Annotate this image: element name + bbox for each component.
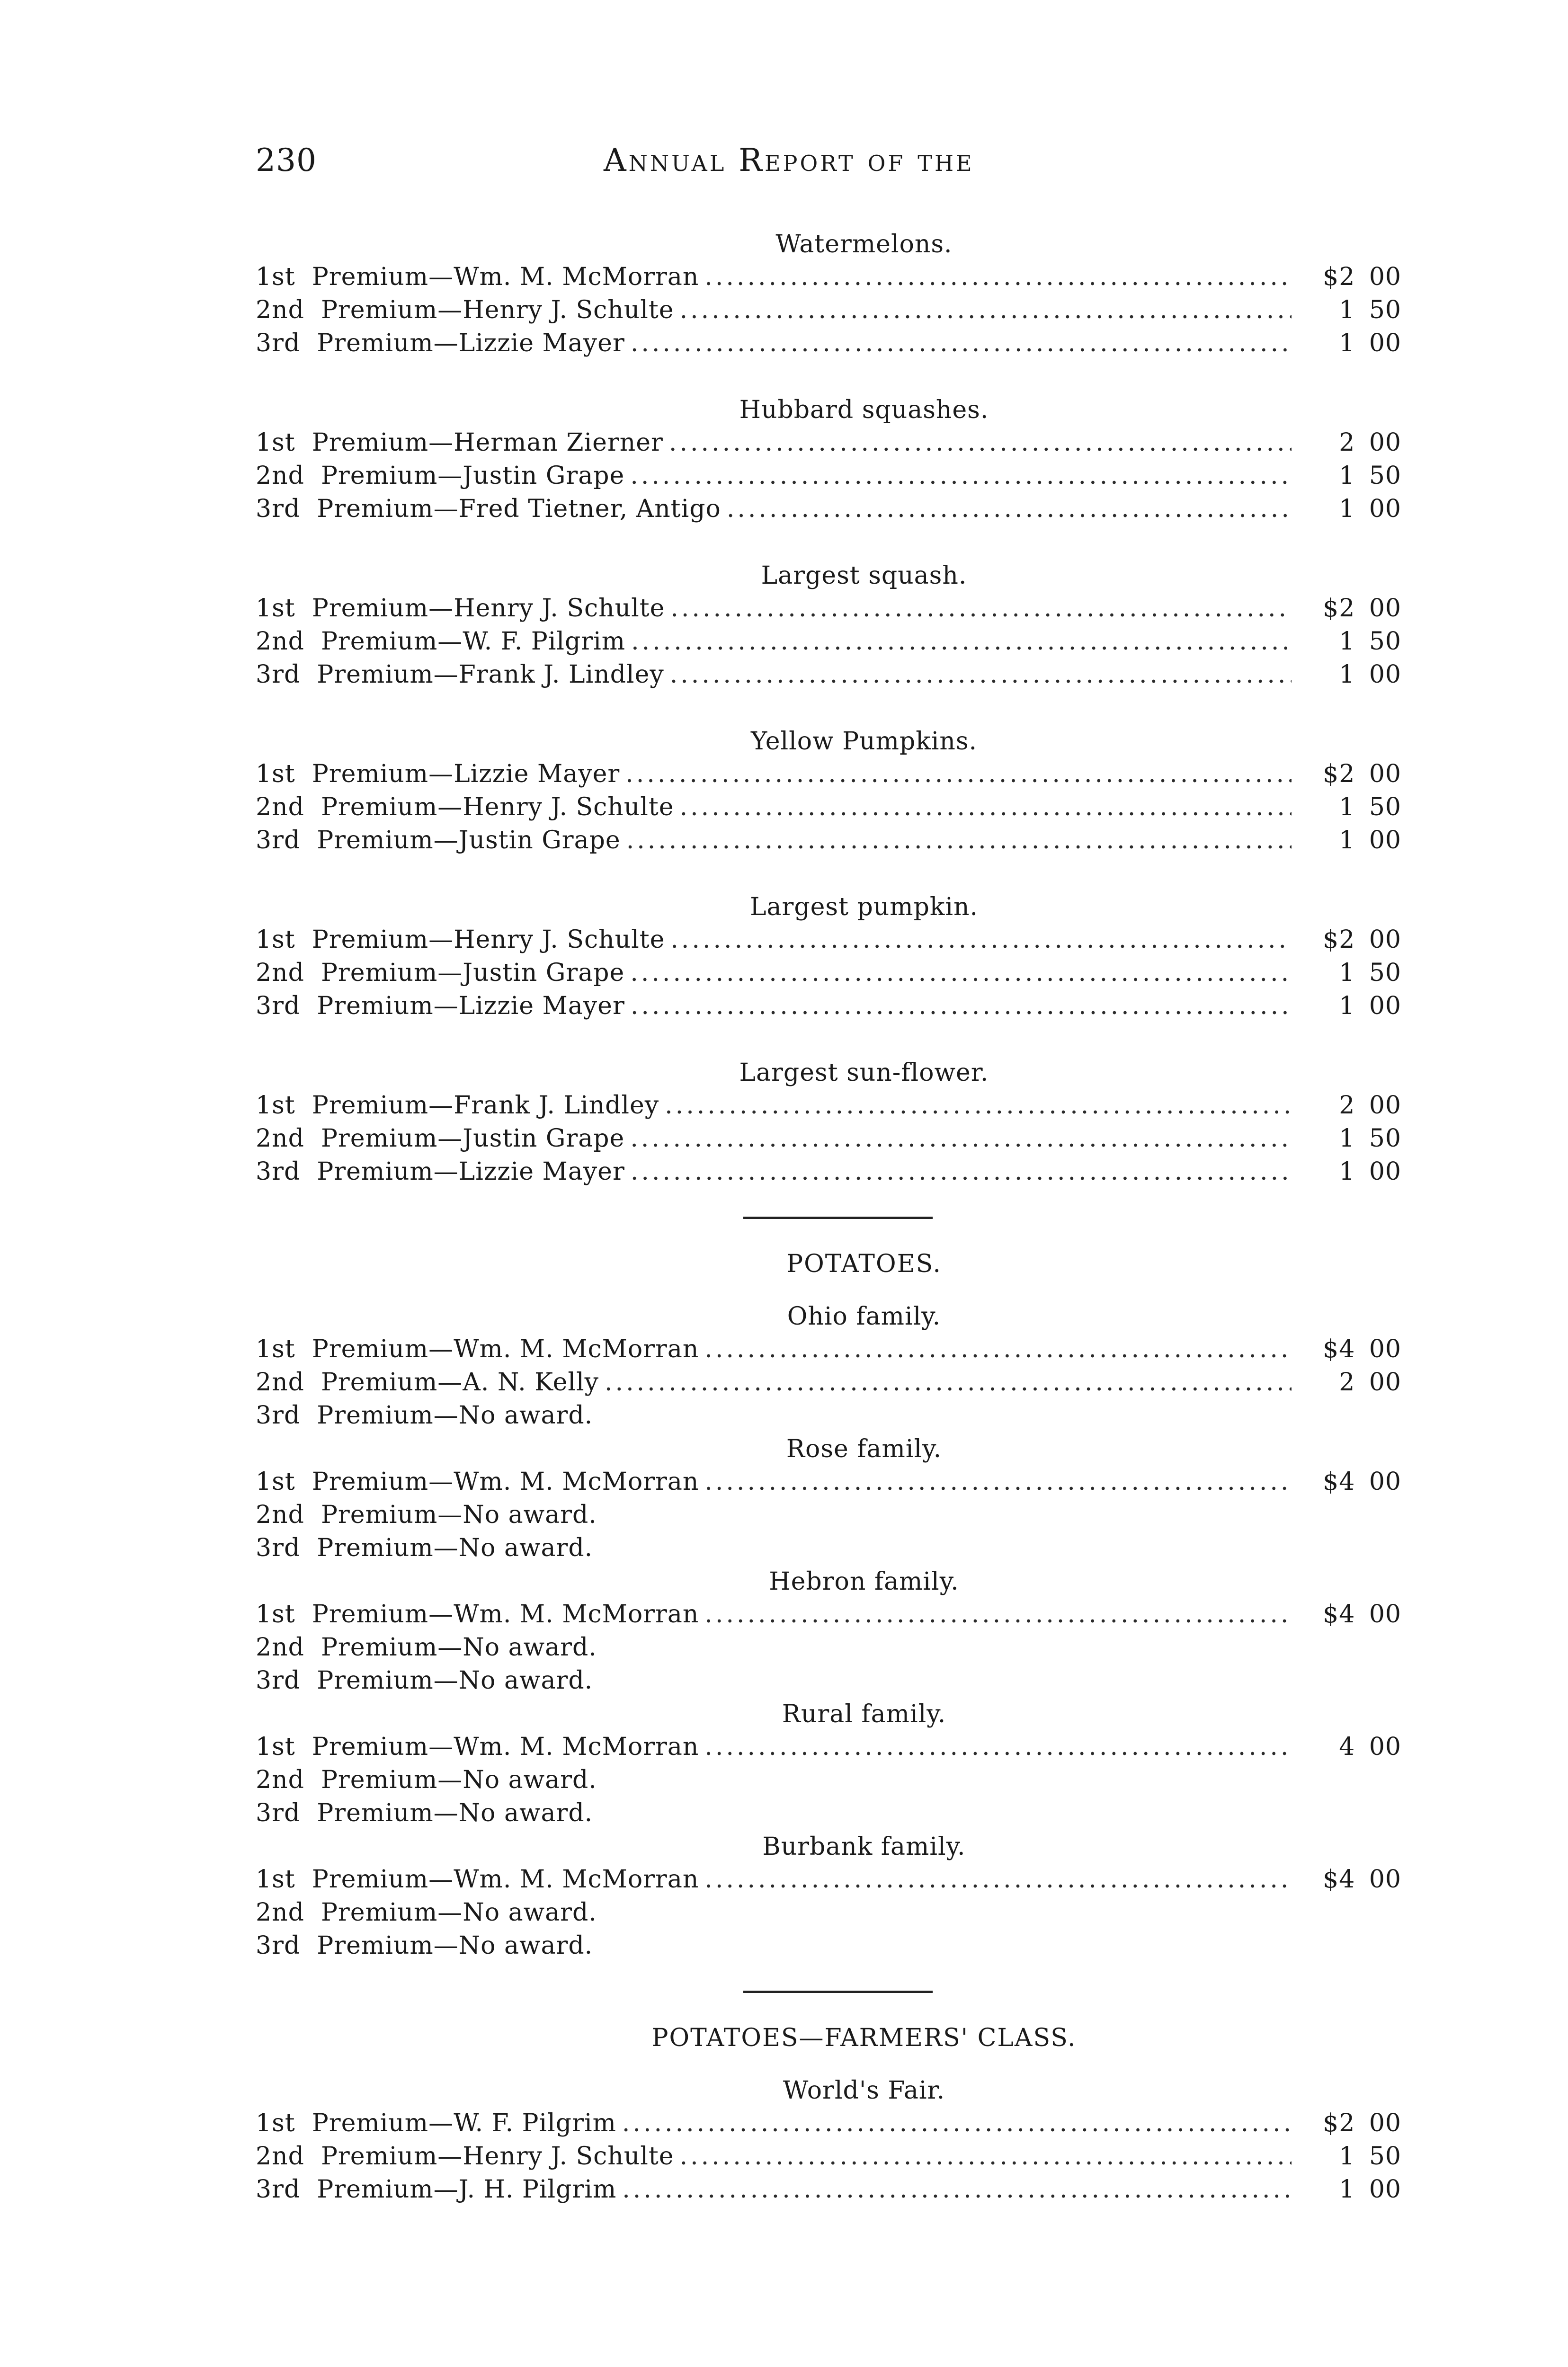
premium-place: 1st bbox=[256, 594, 295, 623]
premium-group bbox=[256, 1565, 1401, 1697]
winner-name: Justin Grape bbox=[463, 1124, 625, 1153]
premium-label: Premium bbox=[312, 760, 429, 788]
premium-label: Premium bbox=[312, 1091, 429, 1120]
premium-row: 1st Premium — Wm. M. McMorran ..... $2 00 bbox=[256, 260, 1401, 294]
winner-name: Henry J. Schulte bbox=[463, 296, 674, 324]
dot-leader bbox=[670, 592, 1292, 625]
dot-leader bbox=[626, 824, 1292, 857]
premium-row: 1st Premium — Wm. M. McMorran ..... $4 00 bbox=[256, 1465, 1401, 1498]
premium-amount: 1 00 bbox=[1339, 992, 1401, 1020]
group-title: Watermelons. bbox=[775, 230, 953, 258]
premium-label: Premium bbox=[321, 1501, 438, 1529]
dot-leader bbox=[605, 1366, 1292, 1399]
premium-group bbox=[256, 1056, 1401, 1188]
winner-name: No award. bbox=[458, 1799, 593, 1827]
premium-row: 3rd Premium — No award. bbox=[256, 1531, 1401, 1565]
winner-name: Henry J. Schulte bbox=[454, 925, 665, 954]
dot-leader bbox=[630, 956, 1292, 989]
winner-name: J. H. Pilgrim bbox=[458, 2175, 617, 2204]
premium-row: 2nd Premium — Justin Grape ..... 1 50 bbox=[256, 459, 1401, 492]
premium-amount: $2 00 bbox=[1323, 925, 1401, 954]
premium-amount: 1 00 bbox=[1339, 495, 1401, 523]
premium-place: 2nd bbox=[256, 1766, 304, 1794]
premium-label: Premium bbox=[317, 1534, 434, 1562]
premium-place: 1st bbox=[256, 1600, 295, 1628]
premium-list bbox=[256, 227, 1401, 2206]
group-title: Largest squash. bbox=[761, 561, 967, 590]
premium-row: 2nd Premium — No award. bbox=[256, 1763, 1401, 1797]
premium-amount: 1 50 bbox=[1339, 296, 1401, 324]
group-title: Hubbard squashes. bbox=[739, 396, 989, 424]
premium-place: 3rd bbox=[256, 1157, 301, 1186]
winner-name: A. N. Kelly bbox=[463, 1368, 599, 1397]
winner-name: W. F. Pilgrim bbox=[463, 627, 626, 656]
premium-row: 3rd Premium — Fred Tietner, Antigo ..... 1 00 bbox=[256, 492, 1401, 525]
premium-label: Premium bbox=[317, 1799, 434, 1827]
winner-name: Lizzie Mayer bbox=[458, 992, 625, 1020]
premium-group bbox=[256, 1830, 1401, 1962]
premium-group bbox=[256, 890, 1401, 1023]
premium-label: Premium bbox=[312, 2109, 429, 2137]
dot-leader bbox=[631, 989, 1292, 1023]
running-title: Annual Report of the bbox=[604, 142, 974, 178]
winner-name: Henry J. Schulte bbox=[454, 594, 665, 623]
winner-name: W. F. Pilgrim bbox=[454, 2109, 616, 2137]
section-divider bbox=[743, 1217, 933, 1219]
premium-label: Premium bbox=[321, 1766, 438, 1794]
premium-amount: $2 00 bbox=[1323, 594, 1401, 623]
premium-label: Premium bbox=[317, 1157, 434, 1186]
premium-place: 1st bbox=[256, 1091, 295, 1120]
premium-label: Premium bbox=[312, 925, 429, 954]
winner-name: Frank J. Lindley bbox=[458, 660, 664, 689]
premium-label: Premium bbox=[317, 1401, 434, 1430]
premium-label: Premium bbox=[317, 992, 434, 1020]
group-title: Ohio family. bbox=[787, 1302, 941, 1331]
group-title: Rural family. bbox=[782, 1700, 946, 1728]
dot-leader bbox=[704, 1598, 1292, 1631]
dot-leader bbox=[665, 1089, 1292, 1122]
dot-leader bbox=[680, 791, 1292, 824]
premium-row: 2nd Premium — Henry J. Schulte ..... 1 50 bbox=[256, 2140, 1401, 2173]
premium-amount: 1 00 bbox=[1339, 660, 1401, 689]
winner-name: Wm. M. McMorran bbox=[454, 1468, 699, 1496]
premium-row: 2nd Premium — No award. bbox=[256, 1498, 1401, 1531]
dot-leader bbox=[704, 1730, 1292, 1763]
premium-amount: 1 50 bbox=[1339, 462, 1401, 490]
premium-place: 2nd bbox=[256, 2142, 304, 2171]
premium-group bbox=[256, 1697, 1401, 1830]
premium-amount: 1 50 bbox=[1339, 959, 1401, 987]
premium-place: 2nd bbox=[256, 793, 304, 821]
premium-group bbox=[256, 559, 1401, 691]
premium-row: 2nd Premium — A. N. Kelly ..... 2 00 bbox=[256, 1366, 1401, 1399]
winner-name: No award. bbox=[458, 1931, 593, 1960]
premium-place: 3rd bbox=[256, 1534, 301, 1562]
premium-amount: 2 00 bbox=[1339, 428, 1401, 457]
page-number: 230 bbox=[256, 142, 317, 178]
premium-row: 1st Premium — Henry J. Schulte ..... $2 00 bbox=[256, 923, 1401, 956]
premium-label: Premium bbox=[312, 594, 429, 623]
section-title: POTATOES. bbox=[786, 1250, 942, 1278]
winner-name: Wm. M. McMorran bbox=[454, 263, 699, 291]
premium-label: Premium bbox=[321, 959, 438, 987]
premium-amount: 1 00 bbox=[1339, 1157, 1401, 1186]
winner-name: No award. bbox=[463, 1501, 597, 1529]
premium-amount: $2 00 bbox=[1323, 2109, 1401, 2137]
dot-leader bbox=[727, 492, 1292, 525]
premium-row: 1st Premium — Wm. M. McMorran ..... $4 00 bbox=[256, 1333, 1401, 1366]
premium-label: Premium bbox=[317, 1931, 434, 1960]
premium-row: 2nd Premium — Justin Grape ..... 1 50 bbox=[256, 956, 1401, 989]
winner-name: Justin Grape bbox=[463, 462, 625, 490]
premium-row: 3rd Premium — No award. bbox=[256, 1929, 1401, 1962]
winner-name: Justin Grape bbox=[458, 826, 621, 854]
dot-leader bbox=[631, 1155, 1292, 1188]
premium-amount: 2 00 bbox=[1339, 1368, 1401, 1397]
premium-group bbox=[256, 227, 1401, 360]
premium-amount: $4 00 bbox=[1323, 1865, 1401, 1894]
premium-place: 2nd bbox=[256, 1124, 304, 1153]
winner-name: Frank J. Lindley bbox=[454, 1091, 659, 1120]
premium-amount: $4 00 bbox=[1323, 1468, 1401, 1496]
premium-amount: $2 00 bbox=[1323, 263, 1401, 291]
winner-name: Wm. M. McMorran bbox=[454, 1865, 699, 1894]
premium-row: 1st Premium — Wm. M. McMorran ..... 4 00 bbox=[256, 1730, 1401, 1763]
dot-leader bbox=[680, 2140, 1292, 2173]
premium-row: 2nd Premium — Justin Grape ..... 1 50 bbox=[256, 1122, 1401, 1155]
premium-row: 2nd Premium — No award. bbox=[256, 1631, 1401, 1664]
group-title: Rose family. bbox=[786, 1435, 942, 1463]
premium-label: Premium bbox=[312, 1600, 429, 1628]
premium-place: 1st bbox=[256, 428, 295, 457]
winner-name: Wm. M. McMorran bbox=[454, 1600, 699, 1628]
premium-row: 3rd Premium — No award. bbox=[256, 1399, 1401, 1432]
premium-group bbox=[256, 724, 1401, 857]
premium-place: 2nd bbox=[256, 296, 304, 324]
group-title: Burbank family. bbox=[762, 1833, 966, 1861]
dot-leader bbox=[631, 625, 1292, 658]
premium-label: Premium bbox=[317, 1666, 434, 1695]
premium-label: Premium bbox=[317, 495, 434, 523]
premium-row: 1st Premium — Lizzie Mayer ..... $2 00 bbox=[256, 757, 1401, 791]
winner-name: Wm. M. McMorran bbox=[454, 1733, 699, 1761]
premium-place: 1st bbox=[256, 760, 295, 788]
winner-name: Fred Tietner, Antigo bbox=[458, 495, 721, 523]
premium-place: 1st bbox=[256, 1468, 295, 1496]
premium-row: 2nd Premium — No award. bbox=[256, 1896, 1401, 1929]
premium-place: 2nd bbox=[256, 627, 304, 656]
premium-label: Premium bbox=[321, 1633, 438, 1662]
premium-label: Premium bbox=[321, 2142, 438, 2171]
dot-leader bbox=[630, 1122, 1292, 1155]
dot-leader bbox=[631, 327, 1292, 360]
premium-group bbox=[256, 1299, 1401, 1432]
premium-place: 1st bbox=[256, 263, 295, 291]
dot-leader bbox=[704, 1465, 1292, 1498]
premium-place: 3rd bbox=[256, 1401, 301, 1430]
premium-label: Premium bbox=[317, 329, 434, 357]
premium-place: 2nd bbox=[256, 959, 304, 987]
premium-group bbox=[256, 1432, 1401, 1565]
section-divider bbox=[743, 1991, 933, 1993]
premium-place: 3rd bbox=[256, 660, 301, 689]
dot-leader bbox=[625, 757, 1292, 791]
premium-place: 3rd bbox=[256, 495, 301, 523]
premium-amount: 2 00 bbox=[1339, 1091, 1401, 1120]
premium-amount: 1 00 bbox=[1339, 826, 1401, 854]
premium-amount: 1 00 bbox=[1339, 329, 1401, 357]
group-title: Largest sun-flower. bbox=[739, 1059, 989, 1087]
premium-label: Premium bbox=[317, 826, 434, 854]
dot-leader bbox=[680, 294, 1292, 327]
section-title: POTATOES—FARMERS' CLASS. bbox=[651, 2024, 1077, 2052]
premium-place: 3rd bbox=[256, 1799, 301, 1827]
premium-place: 3rd bbox=[256, 1931, 301, 1960]
premium-row: 1st Premium — Henry J. Schulte ..... $2 00 bbox=[256, 592, 1401, 625]
premium-row: 1st Premium — Wm. M. McMorran ..... $4 00 bbox=[256, 1863, 1401, 1896]
premium-place: 3rd bbox=[256, 826, 301, 854]
premium-place: 2nd bbox=[256, 1633, 304, 1662]
premium-amount: $4 00 bbox=[1323, 1600, 1401, 1628]
premium-label: Premium bbox=[317, 2175, 434, 2204]
premium-label: Premium bbox=[312, 1865, 429, 1894]
dot-leader bbox=[622, 2173, 1292, 2206]
premium-amount: 1 50 bbox=[1339, 793, 1401, 821]
premium-row: 3rd Premium — No award. bbox=[256, 1664, 1401, 1697]
winner-name: No award. bbox=[463, 1898, 597, 1927]
premium-label: Premium bbox=[317, 660, 434, 689]
premium-row: 1st Premium — Herman Zierner ..... 2 00 bbox=[256, 426, 1401, 459]
premium-amount: 1 00 bbox=[1339, 2175, 1401, 2204]
premium-place: 1st bbox=[256, 1335, 295, 1363]
winner-name: Justin Grape bbox=[463, 959, 625, 987]
dot-leader bbox=[670, 658, 1292, 691]
premium-row: 1st Premium — W. F. Pilgrim ..... $2 00 bbox=[256, 2107, 1401, 2140]
premium-label: Premium bbox=[321, 1898, 438, 1927]
group-title: Hebron family. bbox=[769, 1567, 959, 1596]
premium-label: Premium bbox=[312, 263, 429, 291]
premium-place: 1st bbox=[256, 1733, 295, 1761]
premium-place: 3rd bbox=[256, 1666, 301, 1695]
premium-place: 1st bbox=[256, 2109, 295, 2137]
premium-place: 3rd bbox=[256, 329, 301, 357]
premium-group bbox=[256, 2073, 1401, 2206]
premium-row: 2nd Premium — W. F. Pilgrim ..... 1 50 bbox=[256, 625, 1401, 658]
dot-leader bbox=[622, 2107, 1292, 2140]
winner-name: Lizzie Mayer bbox=[458, 1157, 625, 1186]
premium-place: 3rd bbox=[256, 992, 301, 1020]
premium-row: 2nd Premium — Henry J. Schulte ..... 1 50 bbox=[256, 791, 1401, 824]
dot-leader bbox=[669, 426, 1292, 459]
premium-label: Premium bbox=[312, 1468, 429, 1496]
winner-name: No award. bbox=[458, 1534, 593, 1562]
premium-row: 3rd Premium — Frank J. Lindley ..... 1 00 bbox=[256, 658, 1401, 691]
premium-place: 2nd bbox=[256, 1898, 304, 1927]
premium-row: 3rd Premium — Justin Grape ..... 1 00 bbox=[256, 824, 1401, 857]
premium-amount: 1 50 bbox=[1339, 1124, 1401, 1153]
premium-amount: $4 00 bbox=[1323, 1335, 1401, 1363]
premium-row: 3rd Premium — No award. bbox=[256, 1797, 1401, 1830]
premium-label: Premium bbox=[321, 1368, 438, 1397]
group-title: Largest pumpkin. bbox=[749, 893, 979, 921]
premium-amount: 1 50 bbox=[1339, 627, 1401, 656]
premium-label: Premium bbox=[321, 1124, 438, 1153]
winner-name: Henry J. Schulte bbox=[463, 793, 674, 821]
dot-leader bbox=[704, 1863, 1292, 1896]
winner-name: No award. bbox=[458, 1401, 593, 1430]
dot-leader bbox=[704, 260, 1292, 294]
premium-place: 3rd bbox=[256, 2175, 301, 2204]
page-header bbox=[256, 142, 1401, 185]
premium-label: Premium bbox=[321, 296, 438, 324]
premium-label: Premium bbox=[321, 793, 438, 821]
premium-label: Premium bbox=[321, 627, 438, 656]
premium-amount: 4 00 bbox=[1339, 1733, 1401, 1761]
premium-row: 3rd Premium — Lizzie Mayer ..... 1 00 bbox=[256, 1155, 1401, 1188]
winner-name: Henry J. Schulte bbox=[463, 2142, 674, 2171]
premium-row: 3rd Premium — Lizzie Mayer ..... 1 00 bbox=[256, 327, 1401, 360]
premium-label: Premium bbox=[312, 428, 429, 457]
premium-row: 1st Premium — Frank J. Lindley ..... 2 00 bbox=[256, 1089, 1401, 1122]
premium-place: 2nd bbox=[256, 1501, 304, 1529]
group-title: World's Fair. bbox=[783, 2076, 945, 2105]
winner-name: No award. bbox=[458, 1666, 593, 1695]
premium-row: 1st Premium — Wm. M. McMorran ..... $4 00 bbox=[256, 1598, 1401, 1631]
dot-leader bbox=[670, 923, 1292, 956]
premium-place: 2nd bbox=[256, 1368, 304, 1397]
winner-name: Herman Zierner bbox=[454, 428, 663, 457]
winner-name: Wm. M. McMorran bbox=[454, 1335, 699, 1363]
premium-place: 1st bbox=[256, 925, 295, 954]
premium-row: 2nd Premium — Henry J. Schulte ..... 1 50 bbox=[256, 294, 1401, 327]
winner-name: Lizzie Mayer bbox=[458, 329, 625, 357]
premium-label: Premium bbox=[312, 1733, 429, 1761]
premium-amount: $2 00 bbox=[1323, 760, 1401, 788]
winner-name: Lizzie Mayer bbox=[454, 760, 620, 788]
dot-leader bbox=[704, 1333, 1292, 1366]
dot-leader bbox=[630, 459, 1292, 492]
winner-name: No award. bbox=[463, 1633, 597, 1662]
winner-name: No award. bbox=[463, 1766, 597, 1794]
premium-place: 2nd bbox=[256, 462, 304, 490]
premium-group bbox=[256, 393, 1401, 525]
premium-label: Premium bbox=[321, 462, 438, 490]
premium-label: Premium bbox=[312, 1335, 429, 1363]
premium-row: 3rd Premium — J. H. Pilgrim ..... 1 00 bbox=[256, 2173, 1401, 2206]
premium-place: 1st bbox=[256, 1865, 295, 1894]
premium-row: 3rd Premium — Lizzie Mayer ..... 1 00 bbox=[256, 989, 1401, 1023]
premium-amount: 1 50 bbox=[1339, 2142, 1401, 2171]
group-title: Yellow Pumpkins. bbox=[750, 727, 978, 756]
